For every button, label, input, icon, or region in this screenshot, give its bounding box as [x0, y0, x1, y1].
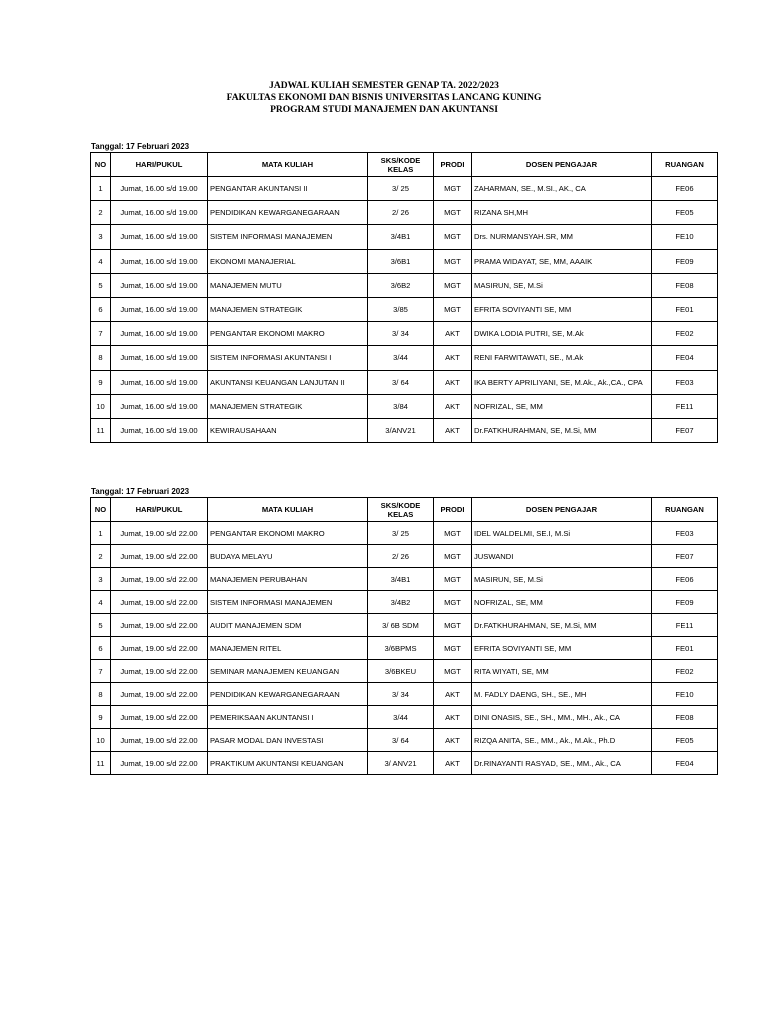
table-row	[91, 614, 718, 637]
cell-sks: 3/ 34	[368, 322, 434, 346]
cell-course: AUDIT MANAJEMEN SDM	[208, 614, 368, 637]
cell-day-time: Jumat, 16.00 s/d 19.00	[111, 201, 208, 225]
cell-day-time: Jumat, 16.00 s/d 19.00	[111, 394, 208, 418]
session-1-date-label: Tanggal: 17 Februari 2023	[91, 142, 190, 151]
cell-prodi: MGT	[434, 201, 472, 225]
table-row	[91, 591, 718, 614]
cell-course: PENGANTAR EKONOMI MAKRO	[208, 322, 368, 346]
table-row	[91, 660, 718, 683]
cell-day-time: Jumat, 19.00 s/d 22.00	[111, 545, 208, 568]
cell-sks: 3/4B1	[368, 568, 434, 591]
col-header-day-time: HARI/PUKUL	[111, 498, 208, 522]
col-header-sks-line1: SKS/KODE	[380, 155, 421, 165]
col-header-day-time: HARI/PUKUL	[111, 153, 208, 177]
cell-prodi: MGT	[434, 522, 472, 545]
col-header-sks	[368, 498, 434, 522]
col-header-lecturer: DOSEN PENGAJAR	[472, 153, 652, 177]
cell-prodi: AKT	[434, 370, 472, 394]
cell-sks: 3/4B2	[368, 591, 434, 614]
table-row	[91, 568, 718, 591]
cell-course: MANAJEMEN PERUBAHAN	[208, 568, 368, 591]
cell-no: 3	[91, 225, 111, 249]
cell-no: 7	[91, 322, 111, 346]
cell-lecturer: ZAHARMAN, SE., M.SI., AK., CA	[472, 177, 652, 201]
cell-lecturer: EFRITA SOVIYANTI SE, MM	[472, 297, 652, 321]
cell-course: KEWIRAUSAHAAN	[208, 418, 368, 442]
cell-course: MANAJEMEN MUTU	[208, 273, 368, 297]
cell-day-time: Jumat, 16.00 s/d 19.00	[111, 225, 208, 249]
cell-room: FE03	[652, 370, 718, 394]
cell-prodi: AKT	[434, 322, 472, 346]
cell-prodi: MGT	[434, 297, 472, 321]
cell-lecturer: RITA WIYATI, SE, MM	[472, 660, 652, 683]
cell-sks: 3/44	[368, 706, 434, 729]
cell-day-time: Jumat, 19.00 s/d 22.00	[111, 637, 208, 660]
header-faculty: FAKULTAS EKONOMI DAN BISNIS UNIVERSITAS LANCANG KUNING	[226, 93, 542, 103]
col-header-no: NO	[91, 153, 111, 177]
header-title: JADWAL KULIAH SEMESTER GENAP TA. 2022/2023	[269, 81, 499, 91]
document-header	[0, 80, 768, 116]
cell-course: SISTEM INFORMASI AKUNTANSI I	[208, 346, 368, 370]
cell-room: FE06	[652, 568, 718, 591]
cell-no: 8	[91, 346, 111, 370]
cell-prodi: AKT	[434, 706, 472, 729]
table-row	[91, 177, 718, 201]
cell-course: PENGANTAR EKONOMI MAKRO	[208, 522, 368, 545]
cell-no: 9	[91, 706, 111, 729]
cell-prodi: AKT	[434, 346, 472, 370]
cell-lecturer: IDEL WALDELMI, SE.I, M.Si	[472, 522, 652, 545]
table-row	[91, 273, 718, 297]
table-row	[91, 418, 718, 442]
table-row	[91, 545, 718, 568]
cell-day-time: Jumat, 19.00 s/d 22.00	[111, 729, 208, 752]
cell-room: FE01	[652, 637, 718, 660]
header-program: PROGRAM STUDI MANAJEMEN DAN AKUNTANSI	[270, 105, 498, 115]
cell-lecturer: MASIRUN, SE, M.Si	[472, 568, 652, 591]
cell-no: 7	[91, 660, 111, 683]
cell-day-time: Jumat, 19.00 s/d 22.00	[111, 752, 208, 775]
col-header-course: MATA KULIAH	[208, 153, 368, 177]
cell-no: 6	[91, 637, 111, 660]
cell-sks: 2/ 26	[368, 201, 434, 225]
cell-lecturer: PRAMA WIDAYAT, SE, MM, AAAIK	[472, 249, 652, 273]
col-header-prodi: PRODI	[434, 153, 472, 177]
cell-room: FE03	[652, 522, 718, 545]
table-row	[91, 637, 718, 660]
table-row	[91, 249, 718, 273]
cell-room: FE09	[652, 249, 718, 273]
cell-day-time: Jumat, 19.00 s/d 22.00	[111, 683, 208, 706]
col-header-no: NO	[91, 498, 111, 522]
cell-course: SISTEM INFORMASI MANAJEMEN	[208, 591, 368, 614]
cell-course: MANAJEMEN STRATEGIK	[208, 297, 368, 321]
cell-day-time: Jumat, 19.00 s/d 22.00	[111, 614, 208, 637]
cell-course: MANAJEMEN STRATEGIK	[208, 394, 368, 418]
cell-sks: 3/ 34	[368, 683, 434, 706]
cell-day-time: Jumat, 19.00 s/d 22.00	[111, 522, 208, 545]
cell-course: PASAR MODAL DAN INVESTASI	[208, 729, 368, 752]
table-row	[91, 394, 718, 418]
cell-no: 11	[91, 752, 111, 775]
cell-room: FE06	[652, 177, 718, 201]
cell-sks: 3/ 25	[368, 177, 434, 201]
cell-sks: 3/6BKEU	[368, 660, 434, 683]
cell-room: FE04	[652, 346, 718, 370]
cell-prodi: MGT	[434, 637, 472, 660]
col-header-lecturer: DOSEN PENGAJAR	[472, 498, 652, 522]
cell-no: 1	[91, 522, 111, 545]
cell-prodi: MGT	[434, 249, 472, 273]
cell-lecturer: Dr.FATKHURAHMAN, SE, M.Si, MM	[472, 614, 652, 637]
cell-room: FE02	[652, 322, 718, 346]
table-row	[91, 297, 718, 321]
cell-lecturer: IKA BERTY APRILIYANI, SE, M.Ak., Ak.,CA., CPA	[472, 370, 652, 394]
cell-prodi: MGT	[434, 273, 472, 297]
cell-sks: 3/6B2	[368, 273, 434, 297]
table-row	[91, 322, 718, 346]
cell-prodi: MGT	[434, 545, 472, 568]
table-row	[91, 706, 718, 729]
table-row	[91, 370, 718, 394]
cell-sks: 3/4B1	[368, 225, 434, 249]
cell-no: 3	[91, 568, 111, 591]
col-header-sks-line2: KELAS	[387, 164, 414, 174]
cell-course: EKONOMI MANAJERIAL	[208, 249, 368, 273]
col-header-room: RUANGAN	[652, 498, 718, 522]
cell-lecturer: DINI ONASIS, SE., SH., MM., MH., Ak., CA	[472, 706, 652, 729]
cell-no: 2	[91, 201, 111, 225]
cell-sks: 3/84	[368, 394, 434, 418]
cell-day-time: Jumat, 16.00 s/d 19.00	[111, 418, 208, 442]
cell-day-time: Jumat, 19.00 s/d 22.00	[111, 660, 208, 683]
col-header-prodi: PRODI	[434, 498, 472, 522]
cell-lecturer: RENI FARWITAWATI, SE., M.Ak	[472, 346, 652, 370]
table-header-row	[91, 153, 718, 177]
cell-course: PENGANTAR AKUNTANSI II	[208, 177, 368, 201]
cell-lecturer: Dr.FATKHURAHMAN, SE, M.Si, MM	[472, 418, 652, 442]
cell-no: 10	[91, 729, 111, 752]
table-row	[91, 225, 718, 249]
cell-no: 11	[91, 418, 111, 442]
cell-sks: 3/6BPMS	[368, 637, 434, 660]
schedule-table-session-2	[90, 497, 718, 775]
cell-sks: 3/85	[368, 297, 434, 321]
cell-day-time: Jumat, 16.00 s/d 19.00	[111, 322, 208, 346]
cell-prodi: MGT	[434, 568, 472, 591]
cell-no: 1	[91, 177, 111, 201]
cell-sks: 3/ 25	[368, 522, 434, 545]
cell-room: FE08	[652, 706, 718, 729]
table-header-row	[91, 498, 718, 522]
cell-lecturer: Drs. NURMANSYAH.SR, MM	[472, 225, 652, 249]
cell-day-time: Jumat, 16.00 s/d 19.00	[111, 297, 208, 321]
cell-no: 5	[91, 614, 111, 637]
cell-lecturer: EFRITA SOVIYANTI SE, MM	[472, 637, 652, 660]
cell-course: PRAKTIKUM AKUNTANSI KEUANGAN	[208, 752, 368, 775]
cell-no: 4	[91, 249, 111, 273]
cell-sks: 3/44	[368, 346, 434, 370]
cell-day-time: Jumat, 19.00 s/d 22.00	[111, 568, 208, 591]
cell-day-time: Jumat, 16.00 s/d 19.00	[111, 249, 208, 273]
cell-lecturer: DWIKA LODIA PUTRI, SE, M.Ak	[472, 322, 652, 346]
table-row	[91, 201, 718, 225]
cell-course: PENDIDIKAN KEWARGANEGARAAN	[208, 201, 368, 225]
cell-day-time: Jumat, 19.00 s/d 22.00	[111, 591, 208, 614]
cell-prodi: AKT	[434, 683, 472, 706]
cell-prodi: MGT	[434, 591, 472, 614]
cell-sks: 3/ ANV21	[368, 752, 434, 775]
cell-day-time: Jumat, 16.00 s/d 19.00	[111, 370, 208, 394]
cell-room: FE07	[652, 545, 718, 568]
cell-no: 2	[91, 545, 111, 568]
cell-course: MANAJEMEN RITEL	[208, 637, 368, 660]
cell-room: FE11	[652, 394, 718, 418]
cell-room: FE02	[652, 660, 718, 683]
cell-room: FE10	[652, 225, 718, 249]
cell-lecturer: RIZANA SH,MH	[472, 201, 652, 225]
cell-room: FE10	[652, 683, 718, 706]
cell-room: FE01	[652, 297, 718, 321]
col-header-course: MATA KULIAH	[208, 498, 368, 522]
cell-room: FE07	[652, 418, 718, 442]
cell-prodi: MGT	[434, 177, 472, 201]
cell-lecturer: MASIRUN, SE, M.Si	[472, 273, 652, 297]
cell-course: PENDIDIKAN KEWARGANEGARAAN	[208, 683, 368, 706]
cell-prodi: AKT	[434, 752, 472, 775]
cell-no: 9	[91, 370, 111, 394]
cell-sks: 3/ 64	[368, 370, 434, 394]
cell-course: SISTEM INFORMASI MANAJEMEN	[208, 225, 368, 249]
cell-lecturer: RIZQA ANITA, SE., MM., Ak., M.Ak., Ph.D	[472, 729, 652, 752]
cell-prodi: MGT	[434, 614, 472, 637]
table-row	[91, 752, 718, 775]
cell-prodi: AKT	[434, 394, 472, 418]
table-body	[91, 177, 718, 443]
cell-prodi: MGT	[434, 660, 472, 683]
col-header-sks-line2: KELAS	[387, 509, 414, 519]
cell-room: FE09	[652, 591, 718, 614]
cell-sks: 3/ 6B SDM	[368, 614, 434, 637]
schedule-table-session-1	[90, 152, 718, 443]
cell-course: AKUNTANSI KEUANGAN LANJUTAN II	[208, 370, 368, 394]
col-header-room: RUANGAN	[652, 153, 718, 177]
cell-lecturer: M. FADLY DAENG, SH., SE., MH	[472, 683, 652, 706]
cell-room: FE05	[652, 201, 718, 225]
cell-sks: 2/ 26	[368, 545, 434, 568]
table-row	[91, 522, 718, 545]
col-header-sks	[368, 153, 434, 177]
cell-prodi: AKT	[434, 418, 472, 442]
cell-no: 6	[91, 297, 111, 321]
cell-day-time: Jumat, 16.00 s/d 19.00	[111, 273, 208, 297]
cell-lecturer: Dr.RINAYANTI RASYAD, SE., MM., Ak., CA	[472, 752, 652, 775]
col-header-sks-line1: SKS/KODE	[380, 500, 421, 510]
cell-no: 10	[91, 394, 111, 418]
cell-day-time: Jumat, 16.00 s/d 19.00	[111, 346, 208, 370]
cell-lecturer: JUSWANDI	[472, 545, 652, 568]
cell-sks: 3/6B1	[368, 249, 434, 273]
cell-sks: 3/ 64	[368, 729, 434, 752]
cell-course: BUDAYA MELAYU	[208, 545, 368, 568]
cell-room: FE05	[652, 729, 718, 752]
table-row	[91, 729, 718, 752]
cell-no: 4	[91, 591, 111, 614]
cell-no: 5	[91, 273, 111, 297]
cell-prodi: AKT	[434, 729, 472, 752]
session-2-date-label: Tanggal: 17 Februari 2023	[91, 487, 190, 496]
table-body	[91, 522, 718, 775]
cell-course: SEMINAR MANAJEMEN KEUANGAN	[208, 660, 368, 683]
cell-course: PEMERIKSAAN AKUNTANSI I	[208, 706, 368, 729]
cell-prodi: MGT	[434, 225, 472, 249]
cell-sks: 3/ANV21	[368, 418, 434, 442]
cell-lecturer: NOFRIZAL, SE, MM	[472, 394, 652, 418]
cell-lecturer: NOFRIZAL, SE, MM	[472, 591, 652, 614]
cell-no: 8	[91, 683, 111, 706]
cell-room: FE11	[652, 614, 718, 637]
cell-day-time: Jumat, 16.00 s/d 19.00	[111, 177, 208, 201]
table-row	[91, 346, 718, 370]
cell-day-time: Jumat, 19.00 s/d 22.00	[111, 706, 208, 729]
table-row	[91, 683, 718, 706]
cell-room: FE08	[652, 273, 718, 297]
cell-room: FE04	[652, 752, 718, 775]
